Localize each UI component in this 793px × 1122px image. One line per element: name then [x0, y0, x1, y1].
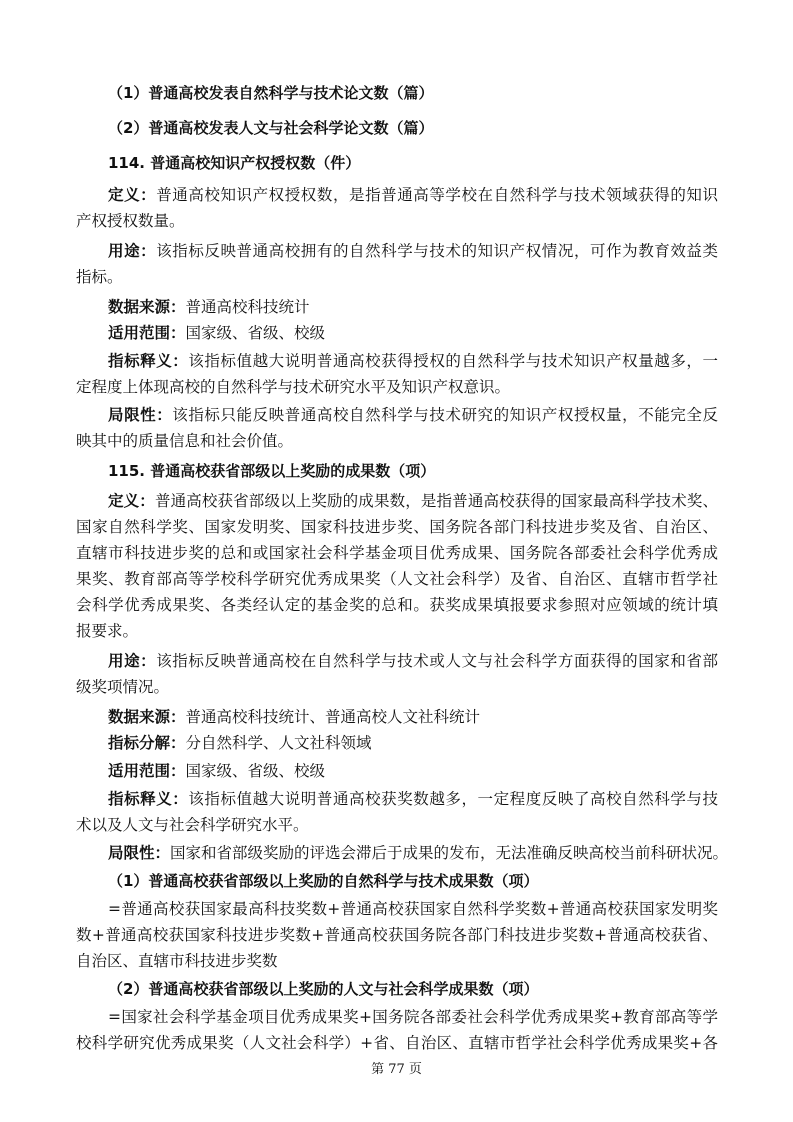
- explanation-label: 指标释义：: [108, 790, 189, 808]
- s115-sub2-formula-line2: 校科学研究优秀成果奖（人文社会科学）+省、自治区、直辖市哲学社会科学优秀成果奖+各: [76, 1034, 718, 1052]
- s115-breakdown: [108, 730, 750, 756]
- s115-explanation-line2: 术以及人文与社会科学研究水平。: [76, 816, 309, 834]
- limitation-label: 局限性：: [108, 844, 171, 862]
- s115-definition-line6: 报要求。: [76, 622, 139, 640]
- definition-label: 定义：: [108, 186, 157, 204]
- s115-definition-line3: 直辖市科技进步奖的总和或国家社会科学基金项目优秀成果、国务院各部委社会科学优秀成: [76, 544, 718, 562]
- source-text: 普通高校科技统计: [185, 298, 310, 316]
- s115-sub2-formula-line1: =国家社会科学基金项目优秀成果奖+国务院各部委社会科学优秀成果奖+教育部高等学: [108, 1008, 718, 1026]
- s114-use-line2: 指标。: [76, 268, 123, 286]
- scope-label: 适用范围：: [108, 324, 186, 342]
- use-text: 该指标反映普通高校拥有的自然科学与技术的知识产权情况，可作为教育效益类: [156, 242, 718, 260]
- s114-explanation-line2: 定程度上体现高校的自然科学与技术研究水平及知识产权意识。: [76, 378, 511, 396]
- use-label: 用途：: [108, 242, 157, 260]
- s115-definition-line5: 会科学优秀成果奖、各类经认定的基金奖的总和。获奖成果填报要求参照对应领域的统计填: [76, 596, 718, 614]
- s115-subitem-humanities: （2）普通高校获省部级以上奖励的人文与社会科学成果数（项）: [108, 980, 539, 998]
- scope-label: 适用范围：: [108, 762, 186, 780]
- limitation-label: 局限性：: [108, 406, 173, 424]
- s115-source: [108, 704, 750, 730]
- s115-explanation-line1: [108, 786, 718, 812]
- explanation-label: 指标释义：: [108, 352, 189, 370]
- s114-scope: [108, 320, 750, 346]
- use-text: 该指标反映普通高校在自然科学与技术或人文与社会科学方面获得的国家和省部: [156, 652, 718, 670]
- limitation-text: 该指标只能反映普通高校自然科学与技术研究的知识产权授权量，不能完全反: [172, 406, 718, 424]
- page-number: 第 77 页: [371, 1062, 422, 1077]
- explanation-text: 该指标值越大说明普通高校获得授权的自然科学与技术知识产权量越多，一: [188, 352, 718, 370]
- explanation-text: 该指标值越大说明普通高校获奖数越多，一定程度反映了高校自然科学与技: [188, 790, 718, 808]
- scope-text: 国家级、省级、校级: [185, 324, 326, 342]
- s115-definition-line1: [108, 488, 718, 514]
- item-humanities-papers: （2）普通高校发表人文与社会科学论文数（篇）: [108, 119, 434, 137]
- breakdown-text: 分自然科学、人文社科领域: [185, 734, 372, 752]
- s115-definition-line2: 国家自然科学奖、国家发明奖、国家科技进步奖、国务院各部门科技进步奖及省、自治区、: [76, 518, 718, 536]
- s115-use-line2: 级奖项情况。: [76, 678, 170, 696]
- item-natural-science-papers: （1）普通高校发表自然科学与技术论文数（篇）: [108, 84, 434, 102]
- s114-explanation-line1: [108, 348, 718, 374]
- definition-label: 定义：: [108, 492, 155, 510]
- s115-limitation: [108, 840, 729, 866]
- section-115-title: 115. 普通高校获省部级以上奖励的成果数（项）: [108, 462, 436, 480]
- definition-text: 普通高校知识产权授权数，是指普通高等学校在自然科学与技术领域获得的知识: [156, 186, 718, 204]
- s115-scope: [108, 758, 750, 784]
- breakdown-label: 指标分解：: [108, 734, 186, 752]
- s114-definition-line1: [108, 182, 718, 208]
- source-text: 普通高校科技统计、普通高校人文社科统计: [185, 708, 481, 726]
- scope-text: 国家级、省级、校级: [185, 762, 326, 780]
- s114-use-line1: [108, 238, 718, 264]
- s115-sub1-formula-line1: =普通高校获国家最高科技奖数+普通高校获国家自然科学奖数+普通高校获国家发明奖: [108, 900, 718, 918]
- s115-definition-line4: 果奖、教育部高等学校科学研究优秀成果奖（人文社会科学）及省、自治区、直辖市哲学社: [76, 570, 718, 588]
- s115-use-line1: [108, 648, 718, 674]
- source-label: 数据来源：: [108, 298, 186, 316]
- s115-subitem-natural-science: （1）普通高校获省部级以上奖励的自然科学与技术成果数（项）: [108, 872, 539, 890]
- s114-source: [108, 294, 750, 320]
- s115-sub1-formula-line3: 自治区、直辖市科技进步奖数: [76, 952, 278, 970]
- section-114-title: 114. 普通高校知识产权授权数（件）: [108, 154, 361, 172]
- source-label: 数据来源：: [108, 708, 186, 726]
- s114-limitation-line1: [108, 402, 718, 428]
- s114-definition-line2: 产权授权数量。: [76, 212, 185, 230]
- s115-sub1-formula-line2: 数+普通高校获国家科技进步奖数+普通高校获国务院各部门科技进步奖数+普通高校获省、: [76, 926, 718, 944]
- s114-limitation-line2: 映其中的质量信息和社会价值。: [76, 432, 294, 450]
- limitation-text: 国家和省部级奖励的评选会滞后于成果的发布，无法准确反映高校当前科研状况。: [170, 844, 729, 862]
- use-label: 用途：: [108, 652, 157, 670]
- definition-text: 普通高校获省部级以上奖励的成果数，是指普通高校获得的国家最高科学技术奖、: [154, 492, 718, 510]
